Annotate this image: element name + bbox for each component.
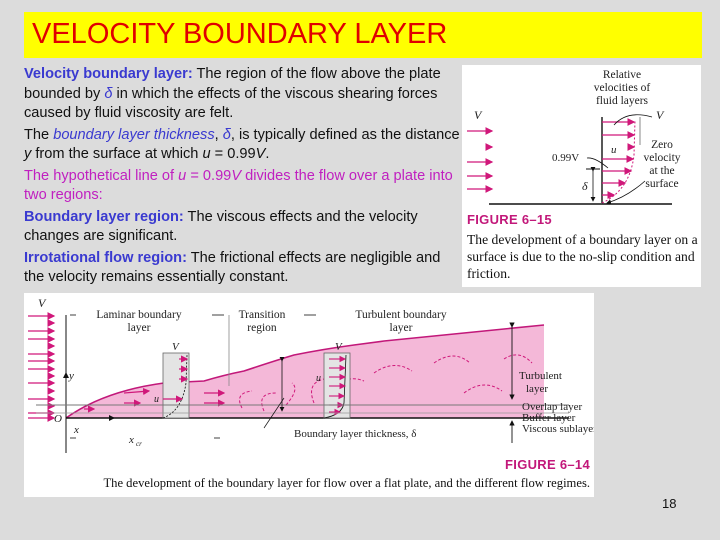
label-transition: region xyxy=(247,322,277,334)
slide-title: VELOCITY BOUNDARY LAYER xyxy=(32,18,448,50)
text-fragment: = 0.99 xyxy=(210,146,256,162)
label-turbulent-layer: layer xyxy=(526,383,548,395)
label-u: u xyxy=(154,394,159,405)
label-turbulent-layer: Turbulent xyxy=(519,370,562,382)
label-V: V xyxy=(474,108,482,122)
paragraph-definition xyxy=(24,65,464,124)
label-relative: velocities of xyxy=(593,82,651,94)
laminar-profile-box xyxy=(163,353,189,418)
label-relative: fluid layers xyxy=(595,95,649,107)
label-bl-thickness: Boundary layer thickness, δ xyxy=(294,428,417,440)
var-y: y xyxy=(24,146,32,162)
keyword-irrotational-flow-region: Irrotational flow region: xyxy=(24,249,187,266)
text-fragment: in which the effects of the viscous shearing forces caused by fluid viscosity are felt. xyxy=(24,85,438,121)
label-V-right: V xyxy=(656,108,664,122)
paragraph-boundary-region xyxy=(24,208,464,247)
label-laminar: layer xyxy=(127,322,151,334)
freestream-arrows xyxy=(467,131,492,189)
label-0-99V: 0.99V xyxy=(552,152,580,164)
keyword-velocity-boundary-layer: Velocity boundary layer: xyxy=(24,66,193,82)
figure-6-15 xyxy=(462,65,701,287)
boundary-layer-region xyxy=(66,325,544,418)
figure-label: FIGURE 6–14 xyxy=(505,457,590,472)
label-origin: O xyxy=(54,413,62,425)
label-V-profile: V xyxy=(172,341,179,353)
label-delta: δ xyxy=(582,179,588,193)
figure-caption: The development of a boundary layer on a surface is due to the no-slip condition and friction. xyxy=(467,232,698,281)
title-bar xyxy=(24,12,702,58)
label-zero-velocity: at the xyxy=(649,165,675,177)
label-relative: Relative xyxy=(602,69,642,81)
velocity-profile-arrows xyxy=(602,122,634,195)
var-V: V xyxy=(231,167,242,184)
text-fragment: = 0.99 xyxy=(186,167,232,184)
label-transition: Transition xyxy=(238,309,286,321)
figure-label: FIGURE 6–15 xyxy=(467,212,552,227)
paragraph-thickness xyxy=(24,126,464,165)
var-V: V xyxy=(255,146,266,162)
label-zero-velocity: surface xyxy=(645,178,679,190)
text-fragment: from the surface at which xyxy=(31,146,203,162)
label-x: x xyxy=(74,424,79,436)
paragraph-irrotational-region xyxy=(24,249,464,288)
text-fragment: , is typically defined as the distance xyxy=(230,126,460,143)
figure-caption: The development of the boundary layer for flow over a flat plate, and the different flow regimes. xyxy=(103,476,590,490)
figure-6-14 xyxy=(24,293,594,497)
delta-symbol: δ xyxy=(104,85,113,102)
text-fragment: The region of the flow above the plate bounded by xyxy=(24,66,441,102)
term-boundary-layer-thickness: boundary layer thickness xyxy=(53,126,215,143)
label-zero-velocity: Zero xyxy=(651,139,673,151)
text-fragment: divides the flow over a plate into two regions: xyxy=(24,167,453,203)
label-y: y xyxy=(69,370,74,382)
label-viscous-sublayer: Viscous sublayer xyxy=(522,423,594,435)
label-V-profile: V xyxy=(335,341,342,353)
var-u: u xyxy=(202,146,211,162)
delta-symbol: δ xyxy=(222,126,231,143)
boundary-layer-profile-diagram xyxy=(462,65,701,210)
paragraph-hypothetical-line xyxy=(24,167,464,206)
keyword-boundary-layer-region: Boundary layer region: xyxy=(24,208,184,225)
inflow-arrows xyxy=(28,316,54,418)
body-text xyxy=(24,65,464,290)
label-laminar: Laminar boundary xyxy=(96,309,182,321)
label-xcr-subscript: cr xyxy=(136,440,142,448)
text-fragment: The xyxy=(24,126,54,143)
label-turbulent: layer xyxy=(389,322,413,334)
text-fragment: The frictional effects are negligible and the velocity remains essentially constant. xyxy=(24,249,441,285)
label-u: u xyxy=(611,144,617,156)
page-number: 18 xyxy=(662,496,677,511)
label-buffer-layer: Buffer layer xyxy=(522,412,576,424)
label-overlap-layer: Overlap layer xyxy=(522,401,583,413)
text-fragment: The hypothetical line of xyxy=(24,167,179,184)
label-u: u xyxy=(316,373,321,384)
label-xcr: x xyxy=(129,434,134,446)
var-u: u xyxy=(178,167,187,184)
label-turbulent: Turbulent boundary xyxy=(355,309,447,321)
label-V-inflow: V xyxy=(38,296,46,310)
label-zero-velocity: velocity xyxy=(643,152,681,164)
text-fragment: The viscous effects and the velocity changes are significant. xyxy=(24,208,418,244)
flat-plate-boundary-layer-diagram xyxy=(24,293,594,458)
text-fragment: . xyxy=(265,146,270,162)
text-fragment: , xyxy=(214,126,223,143)
